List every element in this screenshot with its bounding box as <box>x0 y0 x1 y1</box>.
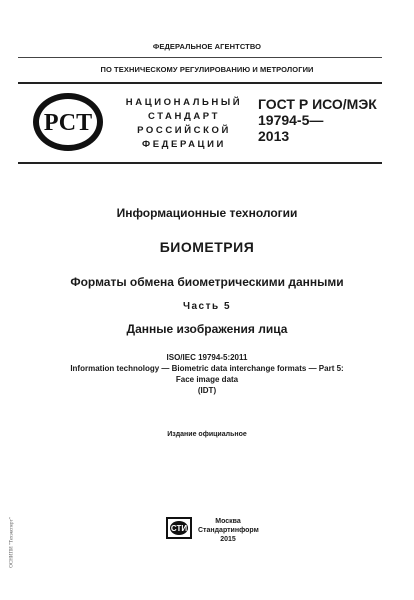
header-divider-thick <box>18 82 382 84</box>
publisher-info <box>198 517 258 544</box>
svg-text:СТИ: СТИ <box>170 524 188 533</box>
publisher-logo-icon <box>166 517 192 539</box>
gost-designation <box>258 96 377 144</box>
international-code: ISO/IEC 19794-5:2011 <box>166 353 248 362</box>
agency-name-line1: ФЕДЕРАЛЬНОЕ АГЕНТСТВО <box>152 42 262 51</box>
edition-label: Издание официальное <box>167 431 247 438</box>
title-main: БИОМЕТРИЯ <box>159 239 255 255</box>
rst-logo <box>32 92 104 152</box>
publisher-city: Москва <box>215 518 241 525</box>
international-line2: Face image data <box>175 375 239 384</box>
svg-text:РСТ: РСТ <box>43 110 93 136</box>
national-line3: РОССИЙСКОЙ <box>137 125 231 136</box>
title-part: Часть 5 <box>182 301 232 312</box>
gost-line2: 19794-5— <box>258 112 324 128</box>
side-watermark: ОСНИПИ "Техэксперт" <box>9 517 15 568</box>
international-line3: (IDT) <box>197 386 217 395</box>
publisher-name: Стандартинформ <box>198 527 259 534</box>
national-standard-label <box>124 96 244 152</box>
standard-divider <box>18 162 382 164</box>
agency-name-line2: ПО ТЕХНИЧЕСКОМУ РЕГУЛИРОВАНИЮ И МЕТРОЛОГИИ <box>100 65 314 74</box>
gost-line3: 2013 <box>258 128 290 144</box>
publisher-logo <box>166 517 192 539</box>
national-line4: ФЕДЕРАЦИИ <box>142 139 226 150</box>
international-line1: Information technology — Biometric data interchange formats — Part 5: <box>70 364 344 373</box>
national-line1: НАЦИОНАЛЬНЫЙ <box>125 97 243 108</box>
header-divider <box>18 57 382 58</box>
title-subtitle: Данные изображения лица <box>126 322 288 336</box>
title-line3: Форматы обмена биометрическими данными <box>70 275 344 289</box>
rst-logo-icon <box>32 92 104 152</box>
title-line1: Информационные технологии <box>116 206 298 220</box>
national-line2: СТАНДАРТ <box>148 111 220 122</box>
gost-line1: ГОСТ Р ИСО/МЭК <box>258 96 377 112</box>
publisher-year: 2015 <box>220 536 236 543</box>
